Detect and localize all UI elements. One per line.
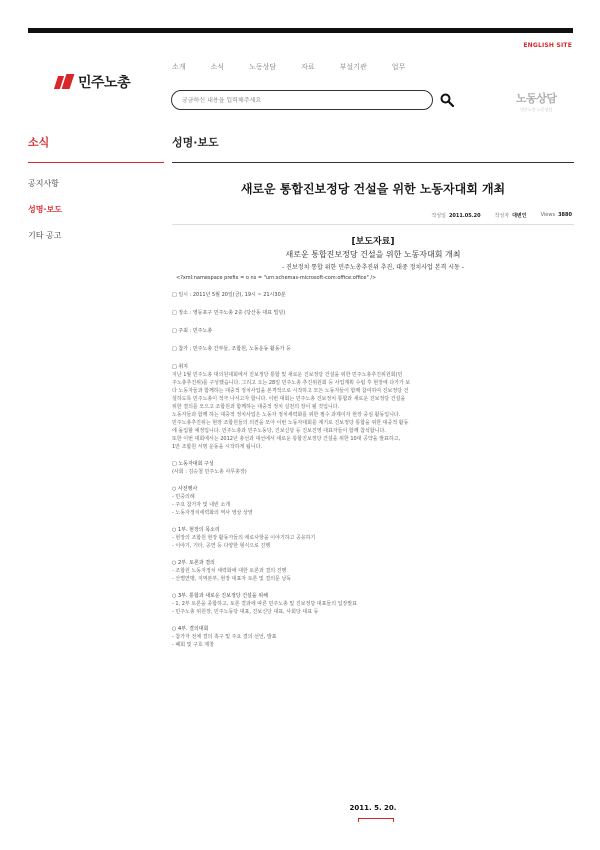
- part-line: - 노동자정치세력화의 역사 영상 상영: [172, 510, 253, 516]
- part-line: - 폐회 및 구호 제창: [172, 642, 214, 648]
- purpose-line: 설하도록 민주노총이 적극 나서고자 합니다. 이번 대회는 민주노총 진보정치 통합과 새로운 진보정당 건설을: [172, 396, 406, 402]
- part-title: ○ 2부. 토론과 결의: [172, 560, 215, 566]
- part-line: - 현장의 조합원 현장 활동가들의 애로사항을 이야기하고 공유하기: [172, 535, 316, 541]
- search-box: [171, 90, 433, 110]
- part-line: - 민주노총 위원장, 민주노동당 대표, 진보신당 대표, 사회당 대표 등: [172, 609, 319, 615]
- top-bar: [28, 28, 573, 33]
- nav-item-resources[interactable]: 자료: [301, 63, 315, 71]
- logo-text: 민주노총: [78, 75, 131, 91]
- meta-author: 작성자 대변인: [494, 213, 527, 219]
- press-release-label: [보도자료]: [351, 237, 395, 247]
- press-release-title: 새로운 통합진보정당 건설을 위한 노동자대회 개최: [285, 250, 461, 259]
- program-heading: □ 노동자대회 구성: [172, 461, 214, 467]
- purpose-line: 민주노총추진위는 현장 조합원들의 의견을 모아 이번 노동자대회를 계기로 진보정당 통합을 위한 대중적 활동: [172, 420, 409, 426]
- footer-divider: [358, 818, 394, 822]
- purpose-line: 또한 이번 대회에서는 2012년 총선과 대선에서 새로운 통합진보정당 건설을 위한 10대 공약을 발표하고,: [172, 436, 401, 442]
- part-line: - 조합원 노동자정치 세력화에 대한 토론과 결의 진행: [172, 568, 287, 574]
- part-title: ○ 사전행사: [172, 486, 198, 492]
- counsel-title: 노동상담: [516, 92, 557, 105]
- logo[interactable]: [56, 72, 130, 92]
- purpose-section: [172, 363, 574, 451]
- program-host: (사회 : 김승철 민주노총 사무총장): [172, 469, 247, 475]
- event-info-list: [172, 291, 574, 352]
- part-line: - 이야기, 기타, 공연 등 다양한 형식으로 진행: [172, 543, 271, 549]
- program-part: [172, 592, 574, 616]
- program-part: [172, 526, 574, 550]
- meta-date: 작성일 2011.05.20: [431, 213, 481, 219]
- event-host: □ 주최 : 민주노총: [172, 328, 213, 334]
- sidebar-menu: [28, 178, 62, 256]
- content-divider: [172, 162, 574, 163]
- article-body: [172, 234, 574, 658]
- program-part: [172, 485, 574, 517]
- nav-item-institutes[interactable]: 부설기관: [339, 63, 367, 71]
- sidebar-divider: [28, 162, 164, 163]
- nav-item-about[interactable]: 소개: [172, 63, 186, 71]
- purpose-line: 에 돌입할 예정입니다. 민주노총과 민주노동당, 진보신당 등 진보진영 대표자들이 함께 참석합니다.: [172, 428, 386, 434]
- purpose-heading: □ 취지: [172, 364, 188, 370]
- event-place: □ 장소 : 영등포구 민주노총 2층 (당산동 대표 빌딩): [172, 310, 286, 316]
- counsel-link[interactable]: [516, 90, 557, 113]
- event-date: □ 일시 : 2011년 5월 20일(금), 19시 ~ 21시30분: [172, 292, 286, 298]
- part-line: - 참가자 전체 결의 촉구 및 주요 결의 선언, 발표: [172, 634, 277, 640]
- part-title: ○ 1부. 현장의 목소리: [172, 527, 220, 533]
- meta-divider: [172, 224, 574, 225]
- kctu-logo-icon: [56, 74, 74, 90]
- sidebar-item-notices[interactable]: 공지사항: [28, 179, 59, 188]
- purpose-line: 다 노동자들과 함께하는 대중적 정치사업을 본격적으로 시작하고 모든 노동자들이 함께 참여하여 진보정당 건: [172, 388, 409, 394]
- article-date-footer: 2011. 5. 20.: [349, 804, 397, 812]
- event-participants: □ 참가 : 민주노총 간부들, 조합원, 노동운동 활동가 등: [172, 346, 291, 352]
- program-part: [172, 559, 574, 583]
- program-part: [172, 625, 574, 649]
- nav-item-work[interactable]: 업무: [391, 63, 406, 71]
- purpose-line: 1만 조합원 서명 운동을 시작하게 됩니다.: [172, 444, 262, 450]
- part-line: - 민중의례: [172, 494, 195, 500]
- nav-item-news[interactable]: 소식: [210, 63, 225, 71]
- article-meta: [431, 212, 572, 219]
- nav-item-counsel[interactable]: 노동상담: [249, 63, 277, 71]
- part-line: - 주요 참가자 및 내빈 소개: [172, 502, 231, 508]
- search-icon[interactable]: [440, 93, 454, 107]
- purpose-line: 위한 결의를 모으고 조합원과 함께하는 대중적 정치 실천의 장이 될 것입니다.: [172, 404, 340, 410]
- part-title: ○ 3부. 통합과 새로운 진보정당 건설을 위해: [172, 593, 268, 599]
- program-section: [172, 460, 574, 476]
- search-input[interactable]: [182, 97, 412, 104]
- page-title: 성명·보도: [172, 136, 219, 149]
- sidebar-item-other-notices[interactable]: 기타 공고: [28, 231, 62, 240]
- article-title: 새로운 통합진보정당 건설을 위한 노동자대회 개최: [240, 182, 506, 196]
- purpose-line: 노동자들과 함께 하는 대중적 정치사업은 노동자 정치세력화를 위한 필수 과제이자 현장 중심 활동입니다.: [172, 412, 401, 418]
- purpose-line: 주노총추진위)를 구성했습니다. 그리고 오는 28일 민주노총 추진위원회 등 사업계획 수립 후 현장에 다가가 보: [172, 380, 411, 386]
- counsel-subtitle: 민주노총 노동상담: [520, 107, 553, 112]
- purpose-line: 지난 1월 민주노총 대의원대회에서 진보정당 통합 및 새로운 진보정당 건설을 위한 민주노총추진위원회(민: [172, 372, 403, 378]
- english-site-link[interactable]: ENGLISH SITE: [523, 42, 572, 49]
- part-line: - 1, 2부 토론을 종합하고, 토론 결과에 따른 민주노총 및 진보정당 대표들의 입장발표: [172, 601, 357, 607]
- xml-namespace-text: <?xml:namespace prefix = o ns = "urn:schemas-microsoft-com:office:office" />: [176, 275, 377, 281]
- sidebar-item-statements[interactable]: 성명·보도: [28, 205, 62, 214]
- sidebar-title: 소식: [28, 136, 50, 149]
- part-line: - 산별연맹, 지역본부, 현장 대표자 토론 및 결의문 낭독: [172, 576, 292, 582]
- part-title: ○ 4부. 결의대회: [172, 626, 209, 632]
- meta-views: Views 3880: [540, 212, 572, 218]
- press-release-subtitle: - 진보정치 통합 위한 민주노총추진위 추진, 대중 정치사업 본격 시동 -: [282, 264, 464, 271]
- main-nav: [172, 62, 430, 72]
